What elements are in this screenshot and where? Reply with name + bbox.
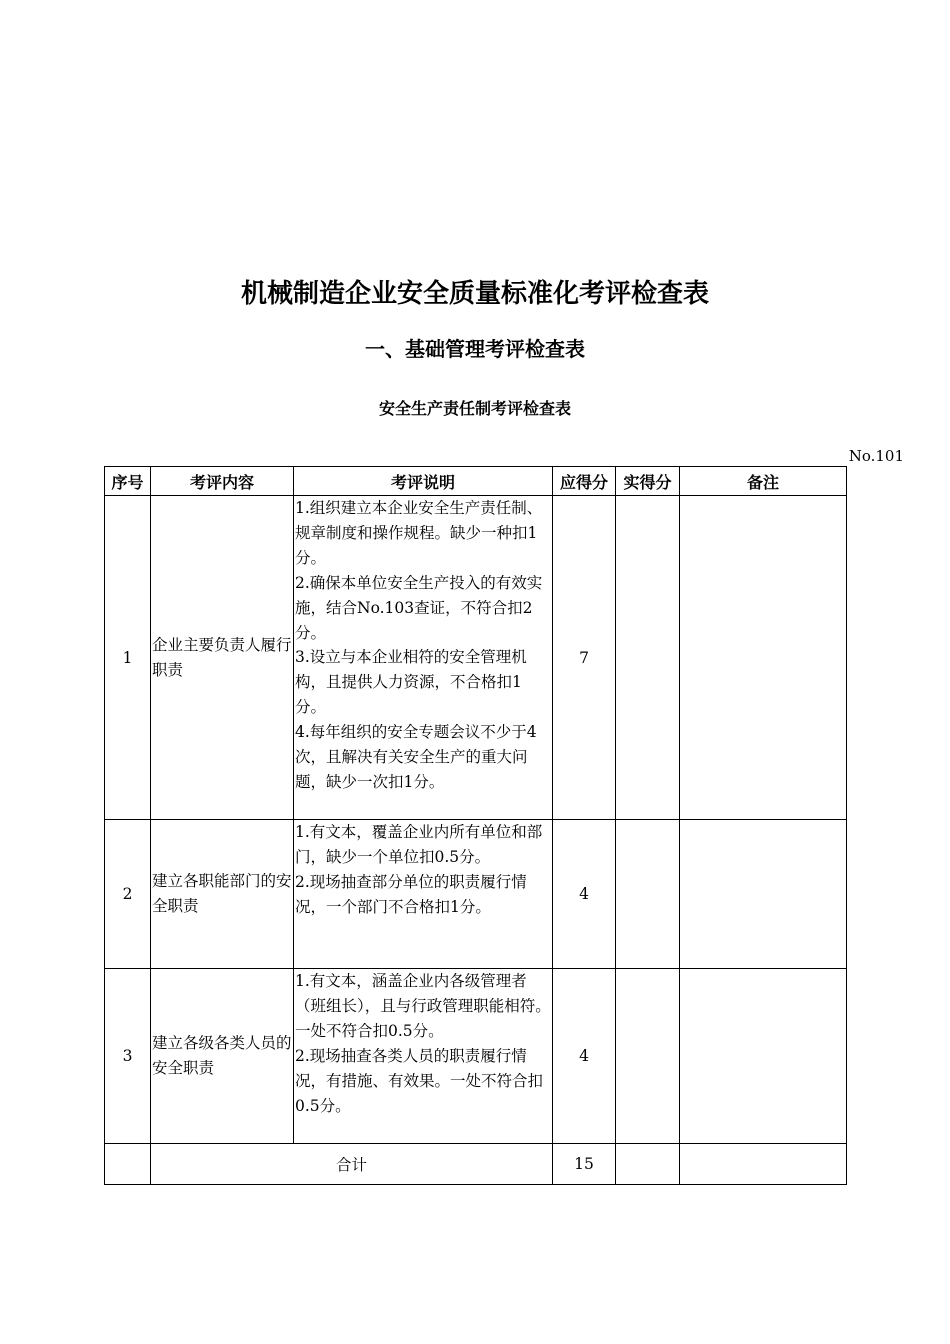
evaluation-table [104,466,847,1185]
row-remarks[interactable] [680,496,847,820]
table-total-row [105,1144,847,1185]
row-content: 建立各职能部门的安全职责 [151,820,294,969]
total-actual-score[interactable] [616,1144,680,1185]
row-due-score: 4 [553,969,616,1144]
document-title: 机械制造企业安全质量标准化考评检查表 [240,279,709,309]
description-line: 1.组织建立本企业安全生产责任制、规章制度和操作规程。缺少一种扣1分。 [295,499,543,567]
table-title: 安全生产责任制考评检查表 [378,399,571,418]
row-remarks[interactable] [680,820,847,969]
row-description [294,969,553,1144]
header-actual-score: 实得分 [616,467,680,496]
row-due-score: 7 [553,496,616,820]
row-content: 建立各级各类人员的安全职责 [151,969,294,1144]
row-actual-score[interactable] [616,820,680,969]
header-content: 考评内容 [151,467,294,496]
description-line: 2.现场抽查部分单位的职责履行情况，一个部门不合格扣1分。 [295,872,527,916]
description-line: 2.现场抽查各类人员的职责履行情况，有措施、有效果。一处不符合扣0.5分。 [295,1046,544,1115]
description-line: 2.确保本单位安全生产投入的有效实施，结合No.103查证，不符合扣2分。 [295,573,543,642]
description-line: 1.有文本，涵盖企业内各级管理者（班组长），且与行政管理职能相符。一处不符合扣0.5分。 [295,972,551,1040]
row-actual-score[interactable] [616,969,680,1144]
header-remarks: 备注 [680,467,847,496]
row-description [294,496,553,820]
table-header-row [105,467,847,496]
document-number: No.101 [848,447,904,465]
row-seq: 1 [105,496,151,820]
table-row [105,496,847,820]
row-seq: 3 [105,969,151,1144]
row-content: 企业主要负责人履行职责 [151,496,294,820]
total-label: 合计 [151,1144,553,1185]
section-title: 一、基础管理考评检查表 [365,337,585,361]
row-seq: 2 [105,820,151,969]
table-row [105,969,847,1144]
table-row [105,820,847,969]
row-remarks[interactable] [680,969,847,1144]
row-actual-score[interactable] [616,496,680,820]
row-due-score: 4 [553,820,616,969]
row-description [294,820,553,969]
total-remarks[interactable] [680,1144,847,1185]
total-seq-cell [105,1144,151,1185]
header-description: 考评说明 [294,467,553,496]
description-line: 1.有文本，覆盖企业内所有单位和部门，缺少一个单位扣0.5分。 [295,823,543,866]
total-due-score: 15 [553,1144,616,1185]
header-seq: 序号 [105,467,151,496]
description-line: 4.每年组织的安全专题会议不少于4次，且解决有关安全生产的重大问题，缺少一次扣1分。 [295,723,537,791]
description-line: 3.设立与本企业相符的安全管理机构，且提供人力资源，不合格扣1分。 [295,648,527,717]
header-due-score: 应得分 [553,467,616,496]
